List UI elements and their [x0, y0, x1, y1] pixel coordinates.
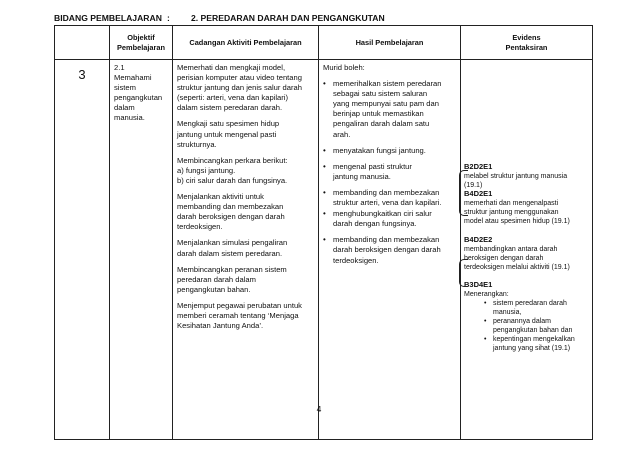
evidence-code: B3D4E1: [464, 280, 493, 289]
evidence-line: jantung yang sihat (19.1): [493, 345, 571, 353]
evidence-block: [464, 280, 590, 353]
outcome-item: [323, 162, 456, 182]
bullet-icon: •: [323, 209, 326, 219]
activity-line: darah dalam sistem peredaran.: [177, 248, 283, 258]
header-hasil: Hasil Pembelajaran: [319, 26, 461, 60]
table-header-row: [55, 26, 593, 60]
header-aktiviti: Cadangan Aktiviti Pembelajaran: [173, 26, 319, 60]
activity-line: darah beroksigen dengan darah: [177, 212, 285, 222]
outcome-line: arah.: [333, 129, 351, 139]
table-row: [55, 60, 593, 440]
bullet-icon: •: [323, 145, 326, 155]
activity-line: memberi ceramah tentang ‘Menjaga: [177, 310, 299, 320]
outcome-line: terdeoksigen.: [333, 255, 379, 265]
outcome-line: memerihalkan sistem peredaran: [333, 79, 442, 89]
activity-line: Memerhati dan mengkaji model,: [177, 63, 286, 72]
evidence-bullet-item: [484, 335, 590, 353]
activity-line: Menjalankan aktiviti untuk: [177, 192, 264, 202]
header-evidens: Evidens Pentaksiran: [461, 26, 593, 60]
section-title: 2. PEREDARAN DARAH DAN PENGANGKUTAN: [191, 13, 385, 23]
outcome-item: [323, 209, 456, 229]
activity-line: a) fungsi jantung.: [177, 165, 236, 175]
outcome-line: membanding dan membezakan: [333, 235, 440, 245]
evidence-line: model atau spesimen hidup (19.1): [464, 217, 570, 225]
evidence-line: membandingkan antara darah: [464, 245, 558, 253]
bullet-icon: •: [323, 187, 326, 197]
outcome-item: [323, 235, 456, 265]
evidence-line: (19.1): [464, 181, 483, 189]
activity-line: b) ciri salur darah dan fungsinya.: [177, 175, 288, 185]
evidence-bullet-item: [484, 299, 590, 317]
activity-line: Membincangkan peranan sistem: [177, 264, 287, 274]
outcome-line: sebagai satu sistem saluran: [333, 89, 428, 99]
objective-cell: [110, 60, 173, 440]
activity-item: [177, 238, 314, 258]
objective-line: manusia.: [114, 113, 145, 123]
activity-line: perisian komputer atau video tentang: [177, 73, 302, 83]
outcome-line: pengaliran darah dalam satu: [333, 119, 430, 129]
activity-line: (seperti: arteri, vena dan kapilari): [177, 93, 289, 103]
bullet-icon: •: [323, 235, 326, 245]
activity-item: [177, 301, 314, 331]
evidence-block: [464, 162, 590, 190]
bullet-icon: •: [484, 299, 487, 307]
row-number-cell: [55, 60, 110, 440]
section-colon: :: [167, 13, 170, 23]
outcome-line: menyatakan fungsi jantung.: [333, 145, 426, 155]
evidence-line: manusia,: [493, 308, 522, 316]
header-number: [55, 26, 110, 60]
activity-line: Mengkaji satu spesimen hidup: [177, 119, 280, 129]
outcomes-lead: Murid boleh:: [323, 63, 365, 72]
evidence-line: kepentingan mengekalkan: [493, 336, 575, 344]
outcome-line: membanding dan membezakan: [333, 187, 440, 197]
brace-bracket: [459, 259, 468, 287]
page-number: 4: [316, 404, 322, 414]
activity-line: jantung untuk mengenal pasti: [177, 129, 277, 139]
row-number: 3: [78, 67, 86, 82]
evidence-line: sistem peredaran darah: [493, 299, 567, 307]
evidence-line: terdeoksigen melalui aktiviti (19.1): [464, 263, 570, 271]
objective-line: Memahami: [114, 73, 152, 83]
activity-line: membanding dan membezakan: [177, 202, 284, 212]
activity-item: [177, 119, 314, 149]
activity-line: dalam sistem peredaran darah.: [177, 103, 283, 113]
evidence-code: B2D2E1: [464, 162, 493, 171]
activity-item: [177, 265, 314, 295]
activity-line: Menjalankan simulasi pengaliran: [177, 238, 288, 248]
outcome-line: jantung manusia.: [333, 171, 391, 181]
outcome-line: yang mempunyai satu pam dan: [333, 99, 439, 109]
bullet-icon: •: [484, 318, 487, 326]
objective-line: sistem: [114, 83, 136, 93]
evidence-block: [464, 189, 590, 226]
evidence-line: struktur jantung menggunakan: [464, 208, 559, 216]
section-label: BIDANG PEMBELAJARAN: [54, 13, 162, 23]
evidence-line: Menerangkan:: [464, 290, 509, 298]
brace-bracket: [459, 170, 468, 216]
outcome-line: darah dengan fungsinya.: [333, 219, 417, 229]
objective-line: 2.1: [114, 63, 125, 72]
evidence-cell: [461, 60, 593, 440]
bullet-icon: •: [323, 161, 326, 171]
outcome-item: [323, 146, 456, 156]
outcome-item: [323, 79, 456, 140]
evidence-line: peranannya dalam: [493, 318, 551, 326]
objective-line: pengangkutan: [114, 93, 163, 103]
activity-item: [177, 156, 314, 186]
activity-line: Kesihatan Jantung Anda’.: [177, 321, 264, 331]
evidence-bullets: [464, 299, 590, 354]
lesson-plan-table: [54, 25, 593, 440]
evidence-code: B4D2E2: [464, 235, 493, 244]
outcome-line: struktur arteri, vena dan kapilari.: [333, 198, 442, 208]
evidence-bullet-item: [484, 317, 590, 335]
outcome-line: darah beroksigen dengan darah: [333, 245, 441, 255]
activity-line: pengangkutan bahan.: [177, 284, 251, 294]
activity-item: [177, 192, 314, 232]
activity-line: struktur jantung dan jenis salur darah: [177, 83, 302, 93]
activity-line: terdeoksigen.: [177, 222, 223, 232]
activities-cell: [173, 60, 319, 440]
outcome-line: menghubungkaitkan ciri salur: [333, 209, 432, 219]
activity-line: Menjemput pegawai perubatan untuk: [177, 300, 302, 310]
outcome-item: [323, 188, 456, 208]
evidence-line: pengangkutan bahan dan: [493, 327, 573, 335]
evidence-code: B4D2E1: [464, 189, 493, 198]
header-objektif: Objektif Pembelajaran: [110, 26, 173, 60]
activity-line: peredaran darah dalam: [177, 274, 256, 284]
outcome-line: berinjap untuk memastikan: [333, 109, 424, 119]
bullet-icon: •: [323, 79, 326, 89]
activity-line: Membincangkan perkara berikut:: [177, 155, 288, 165]
bullet-icon: •: [484, 336, 487, 344]
outcome-line: mengenal pasti struktur: [333, 161, 412, 171]
outcomes-cell: [319, 60, 461, 440]
activity-line: strukturnya.: [177, 139, 217, 149]
objective-line: dalam: [114, 103, 135, 113]
evidence-block: [464, 235, 590, 272]
evidence-line: beroksigen dengan darah: [464, 254, 544, 262]
evidence-line: melabel struktur jantung manusia: [464, 172, 568, 180]
evidence-line: memerhati dan mengenalpasti: [464, 199, 559, 207]
activity-item: [177, 63, 314, 113]
